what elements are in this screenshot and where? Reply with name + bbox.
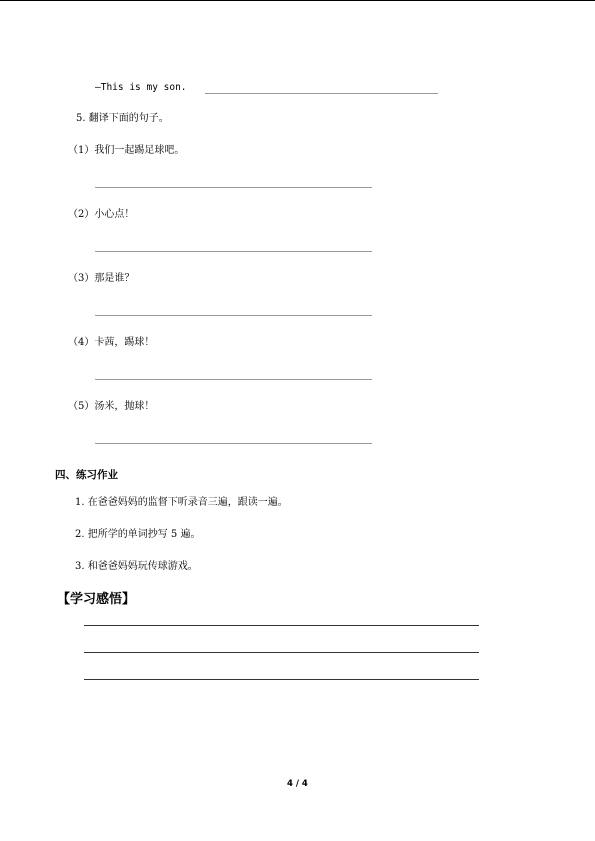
reflection-heading: 【学习感悟】 [57, 592, 136, 607]
dialogue-line: —This is my son. [95, 82, 187, 93]
homework-item-3: 3. 和爸爸妈妈玩传球游戏。 [75, 561, 198, 572]
translate-item-3: （3）那是谁？ [68, 273, 135, 284]
answer-blank-1[interactable] [95, 187, 372, 188]
answer-blank-5[interactable] [95, 443, 372, 444]
translate-item-2: （2）小心点！ [68, 209, 135, 220]
homework-heading: 四、练习作业 [55, 469, 118, 481]
page-top-border [0, 0, 595, 1]
answer-blank-dialogue[interactable] [205, 93, 438, 94]
translate-item-1: （1）我们一起踢足球吧。 [68, 145, 185, 156]
translate-item-4: （4）卡茜，踢球！ [68, 337, 155, 348]
reflection-line-3[interactable] [84, 679, 479, 680]
page-number: 4 / 4 [287, 779, 308, 789]
exercise-5-title: 5. 翻译下面的句子。 [76, 113, 169, 124]
translate-item-5: （5）汤米，抛球！ [68, 401, 155, 412]
reflection-line-2[interactable] [84, 652, 479, 653]
reflection-line-1[interactable] [84, 625, 479, 626]
answer-blank-4[interactable] [95, 379, 372, 380]
answer-blank-3[interactable] [95, 315, 372, 316]
answer-blank-2[interactable] [95, 251, 372, 252]
homework-item-2: 2. 把所学的单词抄写 5 遍。 [75, 529, 201, 540]
homework-item-1: 1. 在爸爸妈妈的监督下听录音三遍，跟读一遍。 [75, 497, 288, 508]
